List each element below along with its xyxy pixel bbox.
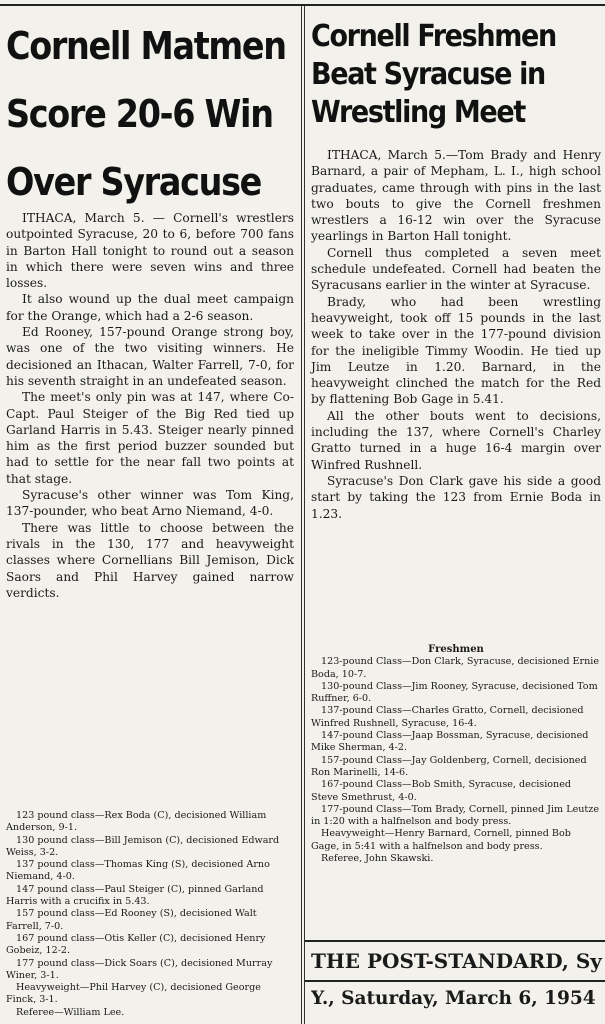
result-line: Heavyweight—Henry Barnard, Cornell, pinned Bob Gage, in 5:41 with a halfnelson and body press.	[311, 828, 571, 852]
result-line: 147-pound Class—Jaap Bossman, Syracuse, decisioned Mike Sherman, 4-2.	[311, 730, 589, 754]
paragraph: Syracuse's Don Clark gave his side a good start by taking the 123 from Ernie Boda in 1.23.	[311, 473, 601, 521]
result-line: 167-pound Class—Bob Smith, Syracuse, decisioned Steve Smethrust, 4-0.	[311, 779, 572, 803]
masthead-rule	[305, 940, 605, 942]
right-article	[305, 0, 605, 1024]
result-line: 123-pound Class—Don Clark, Syracuse, decisioned Ernie Boda, 10-7.	[311, 656, 600, 680]
paragraph: Brady, who had been wrestling heavyweight, took off 15 pounds in the last week to take over in the 177-pound division for the ineligible Timmy Woodin. He tied up Jim Leutze in 1.20. Barnard, in the heavyweight clinched the match for the Red by flattening Bob Gage in 5.41.	[311, 294, 601, 407]
result-line: 130-pound Class—Jim Rooney, Syracuse, decisioned Tom Ruffner, 6-0.	[311, 680, 598, 705]
paragraph: All the other bouts went to decisions, including the 137, where Cornell's Charley Gratto turned in a huge 16-4 margin over Winfred Rushnell.	[311, 408, 601, 472]
paragraph: It also wound up the dual meet campaign for the Orange, which had a 2-6 season.	[6, 292, 294, 323]
left-headline: Cornell Matmen Score 20-6 Win Over Syracuse	[6, 24, 286, 204]
result-line: Referee—William Lee.	[16, 1006, 125, 1018]
result-line: 157-pound Class—Jay Goldenberg, Cornell, decisioned Ron Marinelli, 14-6.	[311, 754, 587, 778]
masthead-dateline: Y., Saturday, March 6, 1954	[311, 988, 596, 1009]
result-line: 137-pound Class—Charles Gratto, Cornell, decisioned Winfred Rushnell, Syracuse, 16-4.	[311, 705, 584, 729]
paragraph: There was little to choose between the rivals in the 130, 177 and heavyweight classes where Cornellians Bill Jemison, Dick Saors and Phil Harvey gained narrow verdicts.	[6, 520, 294, 600]
column-divider	[301, 6, 302, 1024]
left-results-list	[6, 810, 294, 1019]
paragraph: Cornell thus completed a seven meet schedule undefeated. Cornell had beaten the Syracusans earlier in the winter at Syracuse.	[311, 245, 601, 293]
result-line: 137 pound class—Thomas King (S), decisioned Arno Niemand, 4-0.	[6, 859, 270, 883]
result-line: 157 pound class—Ed Rooney (S), decisioned Walt Farrell, 7-0.	[6, 908, 257, 932]
right-headline: Cornell Freshmen Beat Syracuse in Wrestling Meet	[311, 19, 556, 130]
result-line: Referee, John Skawski.	[321, 853, 434, 865]
result-line: 177-pound Class—Tom Brady, Cornell, pinned Jim Leutze in 1:20 with a halfnelson and body press.	[311, 803, 600, 828]
right-article-body	[311, 147, 601, 522]
masthead-paper-name: THE POST-STANDARD, Sy	[311, 949, 602, 973]
paragraph: ITHACA, March 5. — Cornell's wrestlers outpointed Syracuse, 20 to 6, before 700 fans in Barton Hall tonight to round out a season in which there were seven wins and three losses.	[6, 211, 294, 291]
paragraph: ITHACA, March 5.—Tom Brady and Henry Barnard, a pair of Mepham, L. I., high school graduates, came through with pins in the last two bouts to give the Cornell freshmen wrestlers a 16-12 win over the Syracuse yearlings in Barton Hall tonight.	[311, 148, 601, 244]
paragraph: Syracuse's other winner was Tom King, 137-pounder, who beat Arno Niemand, 4-0.	[6, 488, 294, 519]
results-subheading: Freshmen	[428, 644, 484, 655]
result-line: 167 pound class—Otis Keller (C), decisioned Henry Gobeiz, 12-2.	[6, 932, 266, 957]
result-line: Heavyweight—Phil Harvey (C), decisioned George Finck, 3-1.	[6, 982, 261, 1006]
result-line: 130 pound class—Bill Jemison (C), decisioned Edward Weiss, 3-2.	[6, 834, 280, 858]
paragraph: The meet's only pin was at 147, where Co-Capt. Paul Steiger of the Big Red tied up Garland Harris in 5.43. Steiger nearly pinned him as the first period buzzer sounded but had to settle for the near fall two points at that stage.	[6, 390, 294, 486]
paragraph: Ed Rooney, 157-pound Orange strong boy, was one of the two visiting winners. He decisioned an Ithacan, Walter Farrell, 7-0, for his seventh straight in an undefeated season.	[6, 325, 294, 388]
result-line: 123 pound class—Rex Boda (C), decisioned William Anderson, 9-1.	[6, 810, 267, 834]
result-line: 177 pound class—Dick Soars (C), decisioned Murray Winer, 3-1.	[6, 957, 273, 981]
result-line: 147 pound class—Paul Steiger (C), pinned Garland Harris with a crucifix in 5.43.	[6, 883, 264, 908]
left-article	[0, 0, 298, 1024]
right-results-list	[311, 644, 601, 865]
masthead-rule	[305, 980, 605, 982]
left-article-body	[6, 210, 294, 601]
